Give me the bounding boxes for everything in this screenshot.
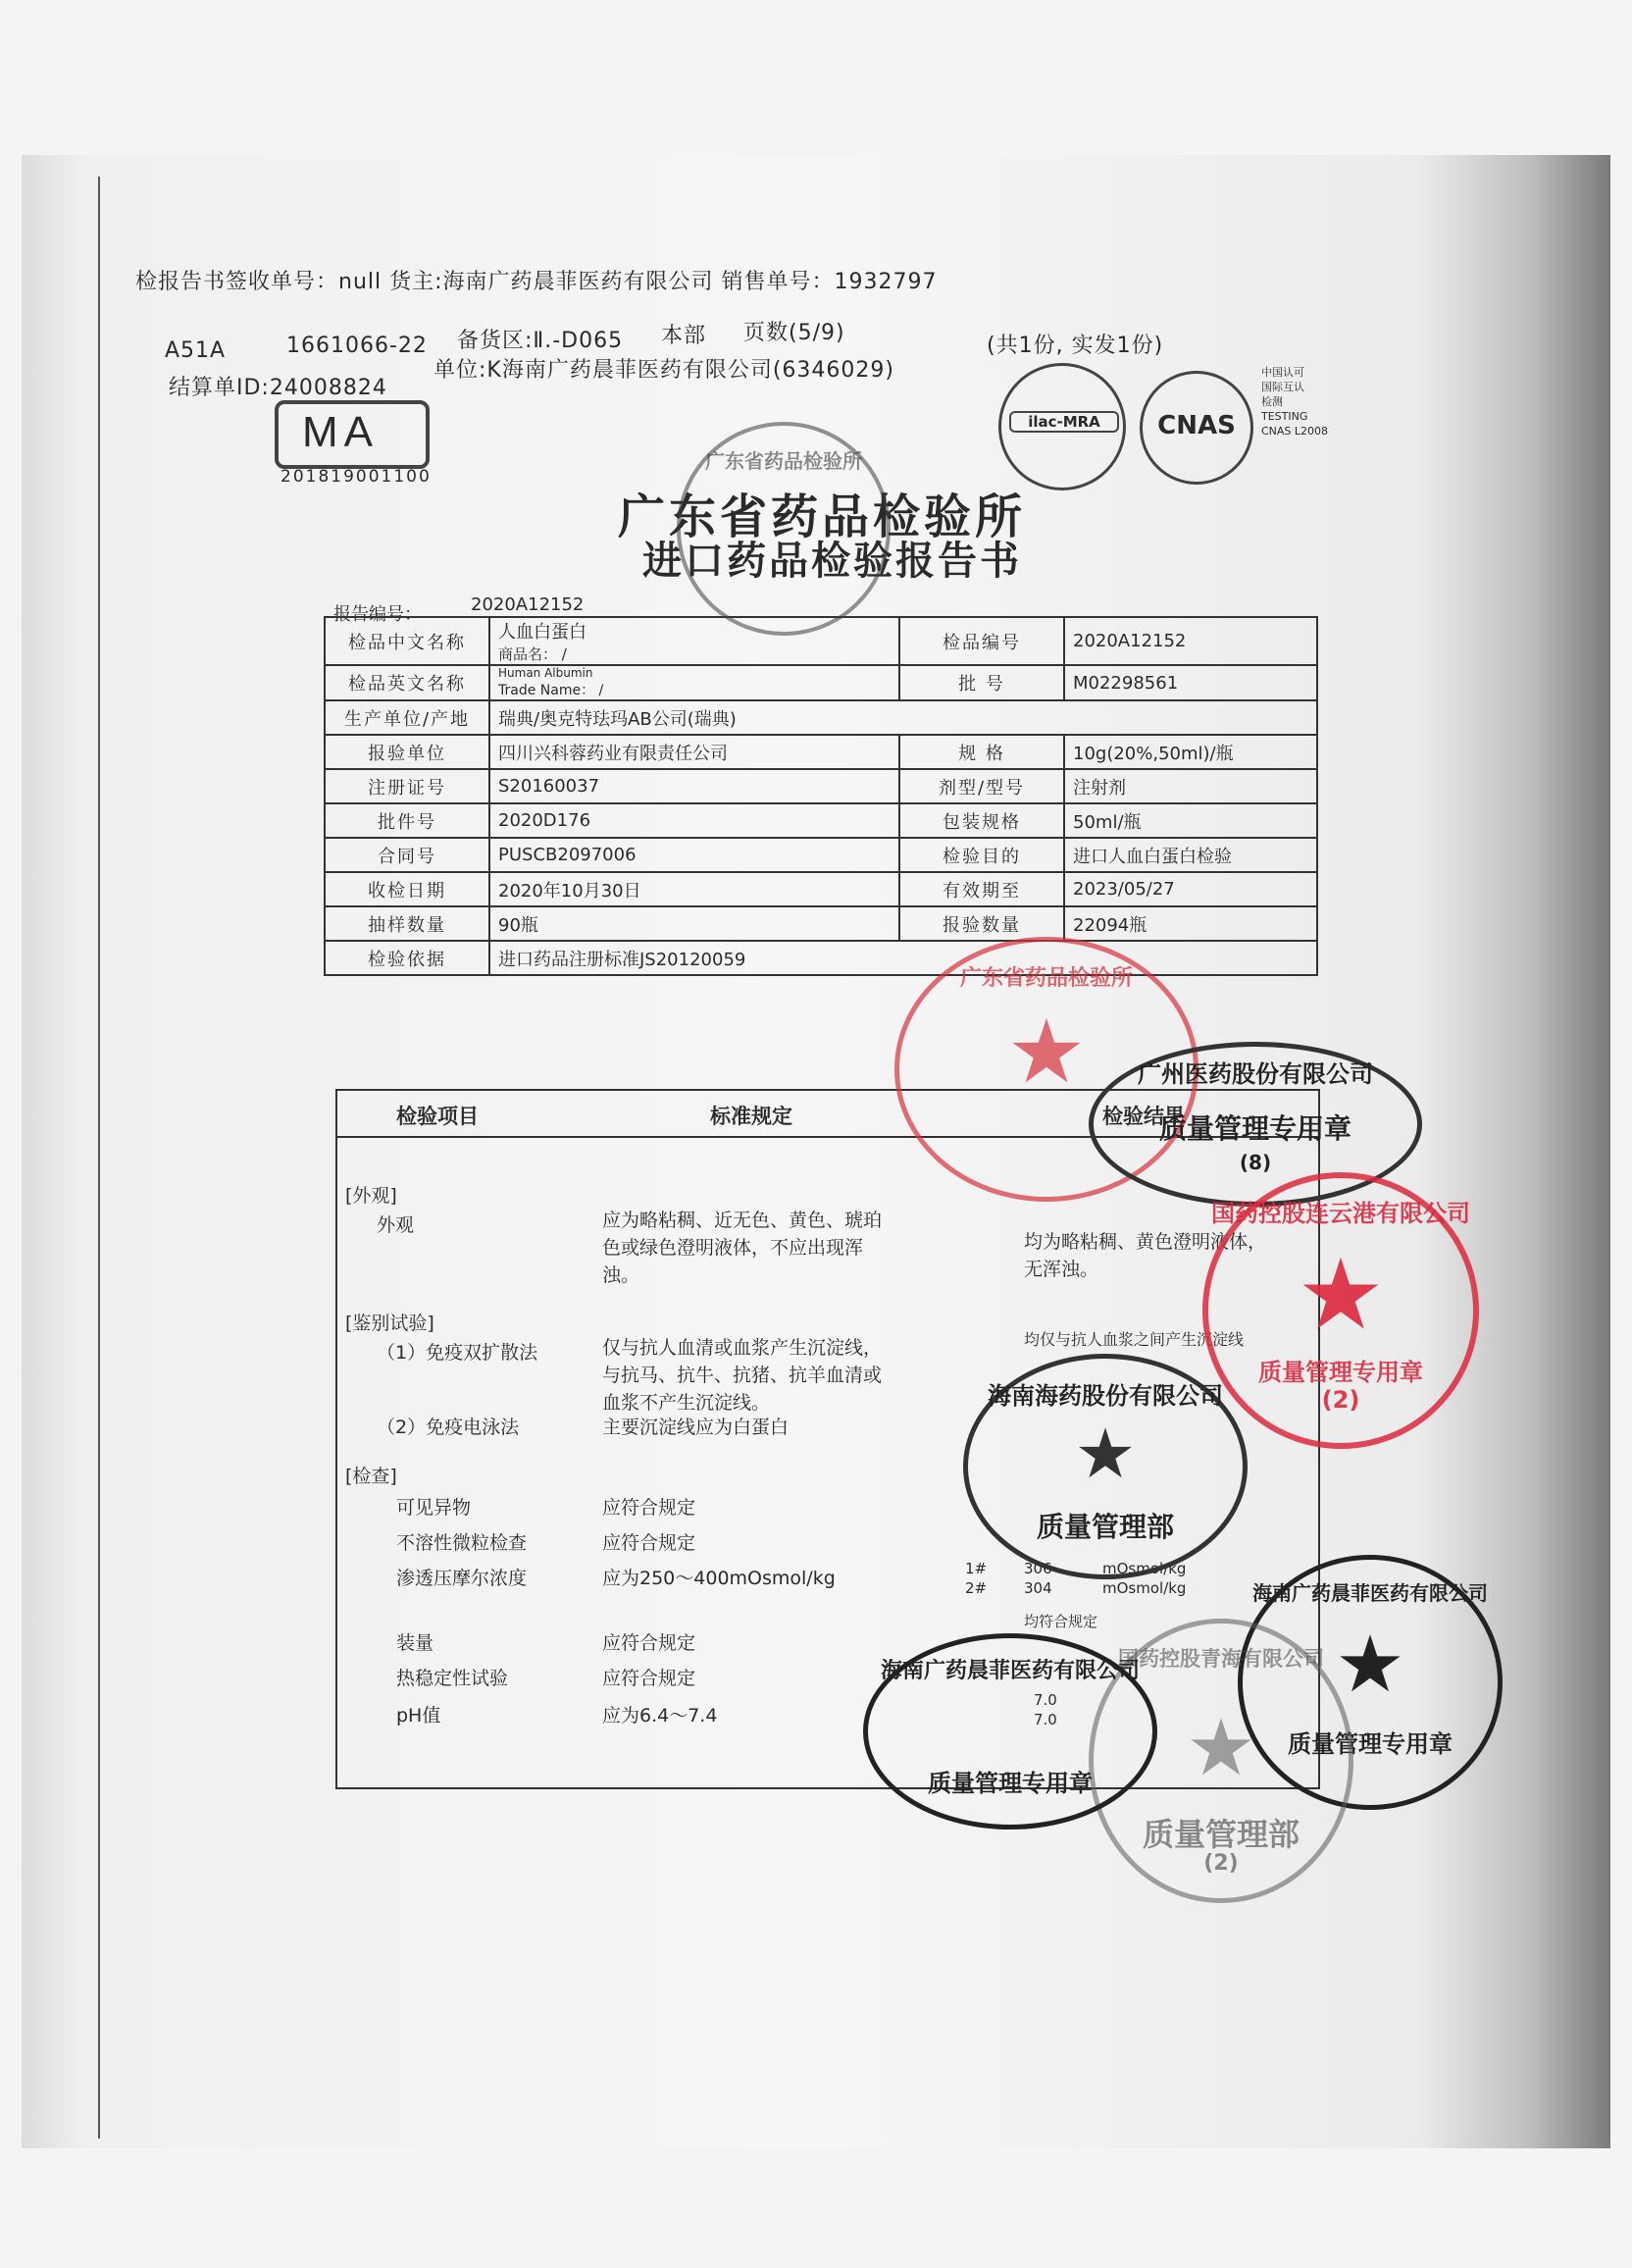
value-cell: 2020年10月30日 [489, 872, 899, 906]
ilac-logo-text: ilac-MRA [1009, 411, 1119, 433]
section-check: [检查] [345, 1466, 397, 1487]
cnas-logo-text: CNAS [1157, 411, 1236, 440]
seal-text: 海南广药晨菲医药有限公司 [880, 1659, 1140, 1683]
seal-text: 质量管理专用章 [928, 1770, 1093, 1797]
check-standard: 应为250～400mOsmol/kg [602, 1568, 836, 1589]
osm-row1-unit: mOsmol/kg [1102, 1560, 1187, 1577]
osm-row2-no: 2# [965, 1579, 988, 1597]
check-standard: 应符合规定 [602, 1497, 696, 1519]
results-table [335, 1089, 1320, 1789]
label-cell: 收检日期 [325, 872, 489, 906]
section-identification: [鉴别试验] [345, 1313, 434, 1334]
value-subtext: Trade Name： / [498, 683, 604, 698]
value-cell: M02298561 [1064, 665, 1317, 700]
report-title: 进口药品检验报告书 [642, 538, 1022, 584]
value-subtext: 商品名： / [498, 645, 567, 663]
seal-text: (8) [1239, 1151, 1272, 1174]
settlement-id: 结算单ID:24008824 [169, 376, 387, 400]
osm-row2-value: 304 [1024, 1579, 1052, 1597]
label-cell: 报验单位 [325, 735, 489, 769]
seal-text: 国药控股连云港有限公司 [1211, 1200, 1470, 1227]
ph-row2: 7.0 [1034, 1711, 1057, 1728]
label-cell: 检验目的 [899, 838, 1064, 872]
value-cell: 2020D176 [489, 803, 899, 838]
table-row [325, 838, 1317, 872]
label-cell: 剂型/型号 [899, 769, 1064, 803]
cnas-side-line: TESTING [1261, 410, 1308, 423]
copy-count: (共1份, 实发1份) [987, 334, 1164, 358]
value-cell: 注射剂 [1064, 769, 1317, 803]
seal-text: 广东省药品检验所 [959, 966, 1133, 991]
label-cell: 合同号 [325, 838, 489, 872]
value-text: Human Albumin [498, 666, 593, 680]
value-cell: 10g(20%,50ml)/瓶 [1064, 735, 1317, 769]
page-count: 页数(5/9) [743, 321, 845, 345]
osm-row2-unit: mOsmol/kg [1102, 1579, 1187, 1597]
col-standard-header: 标准规定 [710, 1105, 792, 1128]
value-cell: S20160037 [489, 769, 899, 803]
seal-text: 海南广药晨菲医药有限公司 [1252, 1581, 1488, 1605]
osm-row1-value: 306 [1024, 1560, 1052, 1577]
results-header [337, 1091, 1318, 1138]
cma-number: 201819001100 [280, 467, 432, 487]
check-item: 热稳定性试验 [396, 1668, 509, 1689]
label-cell: 注册证号 [325, 769, 489, 803]
star-icon: ★ [1335, 1619, 1405, 1710]
seal-text: 广东省药品检验所 [705, 449, 862, 473]
cnas-side-text [1261, 365, 1328, 438]
appearance-result: 均为略粘稠、黄色澄明液体，无浑浊。 [1024, 1231, 1267, 1280]
value-cell: 进口人血白蛋白检验 [1064, 838, 1317, 872]
check-item: pH值 [396, 1705, 441, 1727]
section-appearance: [外观] [345, 1185, 397, 1207]
institute-title: 广东省药品检验所 [618, 490, 1027, 544]
label-cell: 规 格 [899, 735, 1064, 769]
report-no-label: 报告编号： [333, 604, 422, 625]
check-standard: 应符合规定 [602, 1532, 696, 1554]
table-row [325, 803, 1317, 838]
star-icon: ★ [1006, 1001, 1087, 1104]
cnas-side-line: 中国认可 [1261, 366, 1304, 379]
scan-edge-line [98, 177, 100, 2139]
seal-text: 质量管理部 [1036, 1511, 1174, 1543]
value-cell: 50ml/瓶 [1064, 803, 1317, 838]
col-result-header: 检验结果 [1102, 1105, 1185, 1128]
label-cell: 抽样数量 [325, 906, 489, 941]
table-row [325, 700, 1317, 735]
check-item: 可见异物 [396, 1497, 472, 1519]
table-row [325, 665, 1317, 700]
sample-info-table [324, 616, 1318, 976]
seal-text: (2) [1203, 1851, 1239, 1876]
ident2-standard: 主要沉淀线应为白蛋白 [602, 1417, 790, 1438]
cma-logo-text: MA [302, 408, 379, 456]
cnas-side-line: CNAS L2008 [1261, 425, 1329, 438]
cnas-side-line: 国际互认 [1261, 381, 1304, 393]
seal-text: 质量管理专用章 [1288, 1730, 1453, 1758]
value-cell: 90瓶 [489, 906, 899, 941]
value-cell: 22094瓶 [1064, 906, 1317, 941]
ph-row1: 7.0 [1034, 1691, 1057, 1709]
check-item: 装量 [396, 1632, 434, 1654]
seal-text: 海南海药股份有限公司 [988, 1382, 1223, 1410]
table-row [325, 941, 1317, 975]
label-cell: 报验数量 [899, 906, 1064, 941]
value-cell: 四川兴科蓉药业有限责任公司 [489, 735, 899, 769]
star-icon: ★ [1186, 1702, 1256, 1793]
table-row [325, 769, 1317, 803]
label-cell: 检品英文名称 [325, 665, 489, 700]
table-row [325, 617, 1317, 665]
receipt-line: 检报告书签收单号：null 货主:海南广药晨菲医药有限公司 销售单号：1932797 [135, 270, 938, 294]
check-standard: 应符合规定 [602, 1668, 696, 1689]
value-cell: 2023/05/27 [1064, 872, 1317, 906]
appearance-standard: 应为略粘稠、近无色、黄色、琥珀色或绿色澄明液体，不应出现浑浊。 [602, 1210, 883, 1286]
customer-unit: 单位:K海南广药晨菲医药有限公司(6346029) [434, 358, 894, 383]
storage-area: 备货区:Ⅱ.-D065 [457, 329, 624, 353]
seal-text: 质量管理专用章 [1158, 1112, 1352, 1145]
ident1-item: （1）免疫双扩散法 [377, 1342, 538, 1364]
cnas-logo [1140, 371, 1253, 485]
star-icon: ★ [1074, 1414, 1137, 1494]
report-no: 2020A12152 [471, 594, 585, 615]
seal-text: 质量管理专用章 [1258, 1359, 1423, 1386]
value-text: 人血白蛋白 [498, 622, 586, 643]
volume-result: 均符合规定 [1024, 1613, 1098, 1630]
label-cell: 检品中文名称 [325, 617, 489, 665]
label-cell: 包装规格 [899, 803, 1064, 838]
ilac-logo [998, 363, 1126, 490]
label-cell: 批件号 [325, 803, 489, 838]
seal-text: 质量管理部 [1142, 1816, 1300, 1853]
value-cell: PUSCB2097006 [489, 838, 899, 872]
seal-text: 广州医药股份有限公司 [1138, 1060, 1373, 1088]
table-row [325, 735, 1317, 769]
cnas-side-line: 检测 [1261, 395, 1283, 408]
ident1-result: 均仅与抗人血浆之间产生沉淀线 [1024, 1330, 1245, 1349]
check-standard: 应为6.4～7.4 [602, 1705, 718, 1727]
table-row [325, 872, 1317, 906]
check-item: 渗透压摩尔浓度 [396, 1568, 528, 1589]
value-cell: 瑞典/奥克特珐玛AB公司(瑞典) [489, 700, 1317, 735]
table-row [325, 906, 1317, 941]
department: 本部 [661, 324, 707, 348]
osm-row1-no: 1# [965, 1560, 988, 1577]
seal-text: (2) [1321, 1386, 1360, 1414]
ident2-item: （2）免疫电泳法 [377, 1417, 520, 1438]
label-cell: 检品编号 [899, 617, 1064, 665]
label-cell: 批 号 [899, 665, 1064, 700]
value-cell [489, 617, 899, 665]
dispatch-number: 1661066-22 [286, 334, 428, 358]
value-cell: 进口药品注册标准JS20120059 [489, 941, 1317, 975]
star-icon: ★ [1297, 1237, 1385, 1352]
check-standard: 应符合规定 [602, 1632, 696, 1654]
dispatch-code: A51A [165, 338, 227, 363]
label-cell: 生产单位/产地 [325, 700, 489, 735]
label-cell: 检验依据 [325, 941, 489, 975]
ident1-standard: 仅与抗人血清或血浆产生沉淀线，与抗马、抗牛、抗猪、抗羊血清或血浆不产生沉淀线。 [602, 1337, 883, 1414]
value-cell: 2020A12152 [1064, 617, 1317, 665]
appearance-item: 外观 [377, 1214, 415, 1236]
check-item: 不溶性微粒检查 [396, 1532, 528, 1554]
seal-text: 国药控股青海有限公司 [1118, 1647, 1324, 1671]
col-item-header: 检验项目 [396, 1105, 479, 1128]
value-cell [489, 665, 899, 700]
label-cell: 有效期至 [899, 872, 1064, 906]
cma-logo [275, 400, 430, 469]
